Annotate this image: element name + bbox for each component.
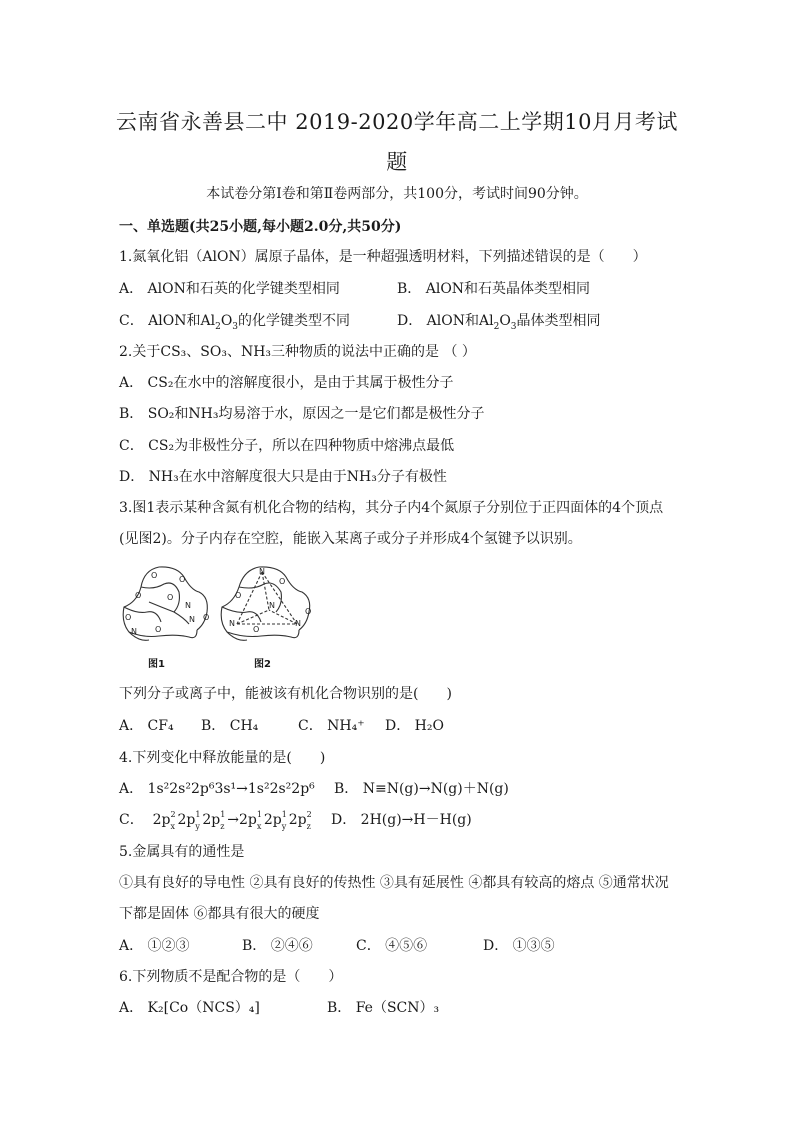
question-6-option-a: A． K₂[Co（NCS）₄] xyxy=(119,1000,260,1016)
svg-text:O: O xyxy=(235,591,242,600)
question-3-option-a: A． CF₄ xyxy=(119,718,174,734)
question-5-option-c: C． ④⑤⑥ xyxy=(356,938,428,954)
svg-text:O: O xyxy=(203,613,210,622)
svg-text:O: O xyxy=(167,593,174,602)
svg-text:N: N xyxy=(229,619,235,628)
svg-text:N: N xyxy=(189,615,195,624)
svg-text:O: O xyxy=(279,577,286,586)
question-1-option-c: C． AlON和$Al_2O_3$的化学键类型不同 xyxy=(119,313,351,332)
question-1-option-a: A． AlON和石英的化学键类型相同 xyxy=(119,281,340,297)
svg-text:N: N xyxy=(131,627,137,636)
question-3-stem-line2: (见图2)。分子内存在空腔，能嵌入某离子或分子并形成4个氢键予以识别。 xyxy=(119,531,582,547)
question-2-stem: 2.关于CS₃、SO₃、NH₃三种物质的说法中正确的是 （ ） xyxy=(119,344,476,360)
question-3-option-c: C． NH₄⁺ xyxy=(298,718,365,734)
question-4-option-a: A． 1s²2s²2p⁶3s¹→1s²2s²2p⁶ xyxy=(119,781,315,797)
question-2-option-d: D． NH₃在水中溶解度很大只是由于NH₃分子有极性 xyxy=(119,469,447,485)
question-4-option-c: C． 2p 2 x 2p 1 y 2p 1 z →2p 1 x 2p 1 y 2p 2 z xyxy=(119,810,312,831)
question-1-stem: 1.氮氧化铝（AlON）属原子晶体，是一种超强透明材料，下列描述错误的是（ ） xyxy=(119,249,647,265)
question-5-option-d: D． ①③⑤ xyxy=(483,938,555,954)
question-3-stem-line1: 3.图1表示某种含氮有机化合物的结构，其分子内4个氮原子分别位于正四面体的4个顶点 xyxy=(119,500,664,516)
svg-text:O: O xyxy=(155,625,162,634)
question-3-option-b: B． CH₄ xyxy=(201,718,259,734)
question-3-prompt: 下列分子或离子中，能被该有机化合物识别的是( ) xyxy=(119,686,452,702)
svg-text:O: O xyxy=(253,625,260,634)
svg-text:N: N xyxy=(185,601,191,610)
question-4-stem: 4.下列变化中释放能量的是( ) xyxy=(119,750,326,766)
svg-text:O: O xyxy=(305,607,312,616)
figure-1-caption: 图1 xyxy=(148,659,165,670)
question-2-option-b: B． SO₂和NH₃均易溶于水，原因之一是它们都是极性分子 xyxy=(119,406,485,422)
question-2-option-a: A． CS₂在水中的溶解度很小，是由于其属于极性分子 xyxy=(119,375,454,391)
question-1-option-d: D． AlON和$Al_2O_3$晶体类型相同 xyxy=(397,313,601,332)
question-1-option-b: B． AlON和石英晶体类型相同 xyxy=(397,281,591,297)
question-2-option-c: C． CS₂为非极性分子，所以在四种物质中熔沸点最低 xyxy=(119,438,455,454)
question-5-option-a: A． ①②③ xyxy=(119,938,190,954)
svg-text:O: O xyxy=(179,575,186,584)
question-6-stem: 6.下列物质不是配合物的是（ ） xyxy=(119,969,343,985)
page-title-continued: 题 xyxy=(386,150,408,174)
question-5-option-b: B． ②④⑥ xyxy=(242,938,313,954)
page-title: 云南省永善县二中 2019-2020学年高二上学期10月月考试 xyxy=(116,110,678,134)
svg-text:O: O xyxy=(135,591,142,600)
question-5-statements-line1: ①具有良好的导电性 ②具有良好的传热性 ③具有延展性 ④都具有较高的熔点 ⑤通常状况 xyxy=(119,875,669,891)
svg-text:N: N xyxy=(269,601,275,610)
exam-intro: 本试卷分第Ⅰ卷和第Ⅱ卷两部分，共100分，考试时间90分钟。 xyxy=(206,186,588,202)
question-5-statements-line2: 下都是固体 ⑥都具有很大的硬度 xyxy=(119,906,320,922)
question-3-option-d: D． H₂O xyxy=(385,718,444,734)
section-heading: 一、单选题(共25小题,每小题2.0分,共50分) xyxy=(119,219,402,235)
question-5-stem: 5.金属具有的通性是 xyxy=(119,844,245,860)
svg-text:O: O xyxy=(151,571,158,580)
svg-text:N: N xyxy=(295,619,301,628)
svg-text:N: N xyxy=(259,567,265,576)
question-4-option-d: D． 2H(g)→H－H(g) xyxy=(331,812,472,828)
figure-2-caption: 图2 xyxy=(254,659,271,670)
question-6-option-b: B． Fe（SCN）₃ xyxy=(327,1000,440,1016)
question-4-option-b: B． N≡N(g)→N(g)＋N(g) xyxy=(334,781,509,797)
svg-text:O: O xyxy=(125,613,132,622)
